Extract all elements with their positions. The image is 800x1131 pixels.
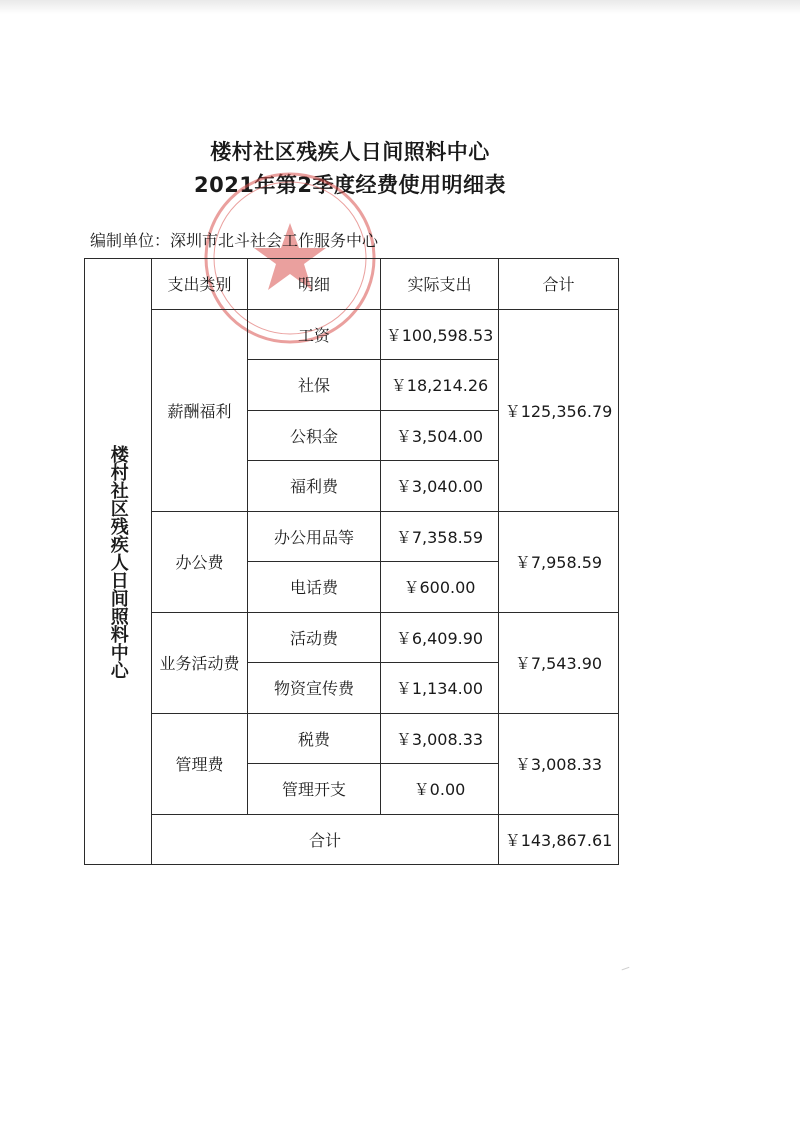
expense-category-cell: 薪酬福利 (152, 309, 248, 511)
expense-detail-cell: 管理开支 (248, 764, 381, 815)
expense-amount-cell: ￥3,504.00 (381, 410, 499, 461)
category-subtotal-cell: ￥7,543.90 (499, 612, 619, 713)
expense-detail-cell: 电话费 (248, 562, 381, 613)
expense-amount-cell: ￥600.00 (381, 562, 499, 613)
expense-amount-cell: ￥1,134.00 (381, 663, 499, 714)
expense-amount-cell: ￥6,409.90 (381, 612, 499, 663)
scan-mark (622, 967, 631, 973)
expense-detail-cell: 福利费 (248, 461, 381, 512)
grand-total-value: ￥143,867.61 (499, 814, 619, 865)
table-row (85, 612, 619, 663)
category-subtotal-cell: ￥7,958.59 (499, 511, 619, 612)
expense-amount-cell: ￥3,040.00 (381, 461, 499, 512)
document-subtitle: 2021年第2季度经费使用明细表 (193, 173, 507, 197)
header-actual-expense: 实际支出 (381, 259, 499, 310)
header-detail: 明细 (248, 259, 381, 310)
expense-amount-cell: ￥18,214.26 (381, 360, 499, 411)
expense-amount-cell: ￥7,358.59 (381, 511, 499, 562)
expense-amount-cell: ￥100,598.53 (381, 309, 499, 360)
category-subtotal-cell: ￥125,356.79 (499, 309, 619, 511)
table-row (85, 713, 619, 764)
table-row (85, 511, 619, 562)
table-row (85, 309, 619, 360)
organization-name-vertical: 楼村社区残疾人日间照料中心 (85, 259, 152, 865)
grand-total-label: 合计 (152, 814, 499, 865)
expense-detail-cell: 公积金 (248, 410, 381, 461)
expense-amount-cell: ￥3,008.33 (381, 713, 499, 764)
expense-category-cell: 业务活动费 (152, 612, 248, 713)
category-subtotal-cell: ￥3,008.33 (499, 713, 619, 814)
compiling-unit: 编制单位：深圳市北斗社会工作服务中心 (90, 231, 379, 250)
expense-detail-cell: 活动费 (248, 612, 381, 663)
expense-detail-cell: 办公用品等 (248, 511, 381, 562)
expense-category-cell: 办公费 (152, 511, 248, 612)
header-category: 支出类别 (152, 259, 248, 310)
document-title: 楼村社区残疾人日间照料中心 (210, 140, 490, 164)
table-header-row (85, 259, 619, 310)
expense-detail-table (84, 258, 619, 865)
expense-detail-cell: 工资 (248, 309, 381, 360)
expense-detail-cell: 物资宣传费 (248, 663, 381, 714)
expense-detail-cell: 税费 (248, 713, 381, 764)
expense-detail-cell: 社保 (248, 360, 381, 411)
grand-total-row (85, 814, 619, 865)
header-subtotal: 合计 (499, 259, 619, 310)
scan-top-edge (0, 0, 800, 14)
expense-category-cell: 管理费 (152, 713, 248, 814)
expense-amount-cell: ￥0.00 (381, 764, 499, 815)
